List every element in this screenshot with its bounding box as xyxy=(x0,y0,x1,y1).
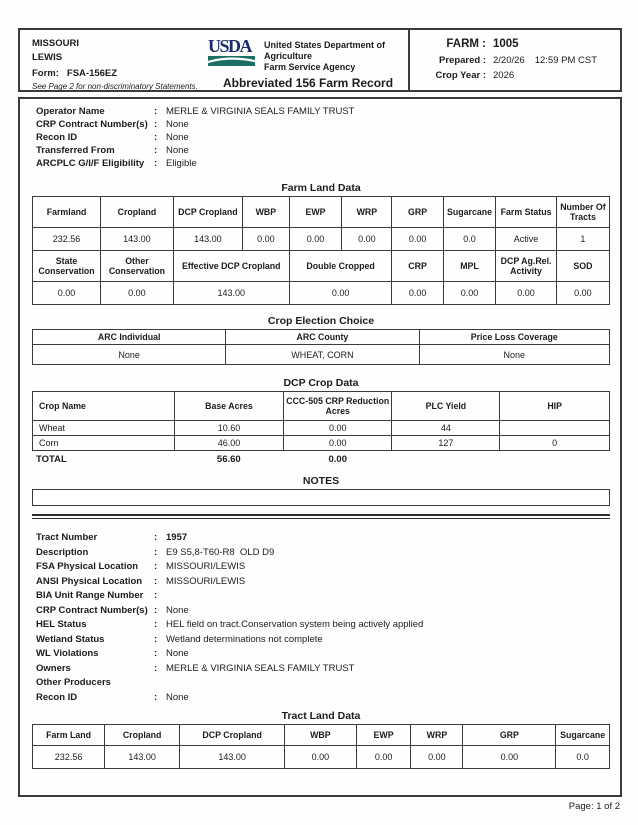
field-label: Recon ID xyxy=(36,691,78,703)
farm-label: FARM : xyxy=(446,38,486,50)
dcp-crop-table xyxy=(32,391,610,451)
cell-value: 0.00 xyxy=(101,282,174,305)
ansi-location-row xyxy=(32,575,610,588)
field-label: Other Producers xyxy=(36,677,111,688)
field-value: None xyxy=(166,132,189,143)
operator-section xyxy=(32,105,610,170)
col-header: Number Of Tracts xyxy=(556,197,609,228)
agency-line-1: United States Department of Agriculture xyxy=(264,40,386,61)
recon-id-row xyxy=(32,131,610,144)
col-header: EWP xyxy=(289,197,342,228)
cell-value: 0.0 xyxy=(556,745,610,768)
wetland-status-row xyxy=(32,633,610,646)
document-header xyxy=(18,28,622,92)
cell-value: 0.00 xyxy=(411,745,463,768)
col-header: PLC Yield xyxy=(392,392,500,421)
col-header: Price Loss Coverage xyxy=(419,330,609,345)
farm-land-values-row-1 xyxy=(33,228,610,251)
crp-contract-row xyxy=(32,118,610,131)
tract-number-row xyxy=(32,531,610,544)
col-header: WRP xyxy=(342,197,392,228)
crop-name: Wheat xyxy=(33,421,175,436)
col-header: GRP xyxy=(392,197,443,228)
prepared-time: 12:59 PM CST xyxy=(534,55,598,66)
empty-cell xyxy=(500,451,610,467)
col-header: WBP xyxy=(243,197,290,228)
header-farm-info xyxy=(408,30,620,90)
colon: : xyxy=(154,648,158,659)
cell-value: None xyxy=(33,345,226,365)
cell-value: 0.00 xyxy=(392,282,443,305)
field-value: MISSOURI/LEWIS xyxy=(166,561,246,572)
dcp-crop-header-row xyxy=(33,392,610,421)
county-label: LEWIS xyxy=(32,52,63,63)
colon: : xyxy=(154,561,158,572)
crop-election-title: Crop Election Choice xyxy=(267,315,375,327)
farm-land-table xyxy=(32,196,610,305)
col-header: MPL xyxy=(443,251,496,282)
col-header: SOD xyxy=(556,251,609,282)
field-value: MERLE & VIRGINIA SEALS FAMILY TRUST xyxy=(166,106,355,117)
cell-value: 0.00 xyxy=(443,282,496,305)
colon xyxy=(154,676,166,689)
hel-status-row xyxy=(32,618,610,631)
field-label: CRP Contract Number(s) xyxy=(36,119,148,130)
cell-value: 143.00 xyxy=(173,228,242,251)
farm-land-values-row-2 xyxy=(33,282,610,305)
cell-value: 0.00 xyxy=(289,228,342,251)
total-ccc505: 0.00 xyxy=(328,453,347,465)
prepared-date: 2/20/26 xyxy=(493,55,525,66)
total-base-acres: 56.60 xyxy=(216,453,241,465)
field-label: ANSI Physical Location xyxy=(36,575,143,587)
cell-value: WHEAT, CORN xyxy=(226,345,419,365)
form-label: Form: xyxy=(32,68,59,79)
field-value: Wetland determinations not complete xyxy=(166,633,323,645)
description-row xyxy=(32,546,610,559)
cell-value xyxy=(500,421,610,436)
dcp-crop-data-title: DCP Crop Data xyxy=(283,377,359,389)
cell-value: 0.00 xyxy=(463,745,556,768)
cell-value: 143.00 xyxy=(180,745,285,768)
col-header: CRP xyxy=(392,251,443,282)
col-header: EWP xyxy=(356,724,411,745)
col-header: Crop Name xyxy=(33,392,175,421)
colon: : xyxy=(154,691,158,703)
agency-name xyxy=(264,37,408,73)
colon: : xyxy=(154,575,158,587)
other-producers-row xyxy=(32,676,610,689)
col-header: Base Acres xyxy=(174,392,283,421)
tract-recon-id-row xyxy=(32,691,610,704)
field-value: E9 S5,8-T60-R8 OLD D9 xyxy=(166,546,275,558)
wl-violations-row xyxy=(32,647,610,660)
colon: : xyxy=(154,619,158,630)
cell-value: 1 xyxy=(556,228,609,251)
crop-year-label: Crop Year : xyxy=(435,70,486,81)
crop-name: Corn xyxy=(33,436,175,451)
col-header: DCP Cropland xyxy=(180,724,285,745)
field-label: Description xyxy=(36,546,89,558)
operator-name-row xyxy=(32,105,610,118)
dcp-crop-total-row xyxy=(32,451,610,467)
col-header: Farm Status xyxy=(496,197,557,228)
field-value: None xyxy=(166,145,189,156)
field-value: HEL field on tract.Conservation system being actively applied xyxy=(166,619,424,630)
cell-value: 232.56 xyxy=(33,745,105,768)
field-value: None xyxy=(166,119,189,130)
tract-number-value: 1957 xyxy=(166,532,188,543)
prepared-label: Prepared : xyxy=(439,55,486,66)
cell-value: 0.00 xyxy=(243,228,290,251)
transferred-from-row xyxy=(32,144,610,157)
field-value: None xyxy=(166,648,189,659)
dcp-crop-row-corn xyxy=(33,436,610,451)
colon: : xyxy=(154,132,158,143)
col-header: GRP xyxy=(463,724,556,745)
col-header: ARC County xyxy=(226,330,419,345)
owners-row xyxy=(32,662,610,675)
col-header: Cropland xyxy=(101,197,174,228)
cell-value: 0.00 xyxy=(356,745,411,768)
cell-value: 44 xyxy=(392,421,500,436)
notes-title: NOTES xyxy=(302,475,340,487)
cell-value: 0.00 xyxy=(283,436,391,451)
colon: : xyxy=(154,106,158,117)
cell-value: 232.56 xyxy=(33,228,101,251)
crop-election-header-row xyxy=(33,330,610,345)
field-value: None xyxy=(166,691,189,703)
col-header: HIP xyxy=(500,392,610,421)
farm-land-header-row-1 xyxy=(33,197,610,228)
cell-value: 143.00 xyxy=(101,228,174,251)
crop-election-values-row xyxy=(33,345,610,365)
field-label: Operator Name xyxy=(36,106,105,117)
colon: : xyxy=(154,662,158,674)
tract-crp-contract-row xyxy=(32,604,610,617)
cell-value: None xyxy=(419,345,609,365)
col-header: WBP xyxy=(285,724,357,745)
tract-land-table xyxy=(32,724,610,769)
usda-logo-icon xyxy=(208,37,258,74)
col-header: Sugarcane xyxy=(556,724,610,745)
svg-text:USDA: USDA xyxy=(208,37,252,56)
colon: : xyxy=(154,546,158,558)
cell-value: 0.00 xyxy=(33,282,101,305)
field-value: None xyxy=(166,604,189,616)
farm-land-header-row-2 xyxy=(33,251,610,282)
cell-value: 0.00 xyxy=(496,282,557,305)
field-label: Transferred From xyxy=(36,145,115,156)
field-label: WL Violations xyxy=(36,648,99,659)
field-label: FSA Physical Location xyxy=(36,561,139,572)
form-number xyxy=(32,68,204,79)
empty-cell xyxy=(392,451,500,467)
colon: : xyxy=(154,145,158,156)
col-header: Double Cropped xyxy=(289,251,392,282)
cell-value: 46.00 xyxy=(174,436,283,451)
field-label: Recon ID xyxy=(36,132,78,143)
cell-value: 0.00 xyxy=(285,745,357,768)
cell-value: 0.00 xyxy=(392,228,443,251)
page-number: Page: 1 of 2 xyxy=(568,801,620,812)
cell-value: 10.60 xyxy=(174,421,283,436)
bia-unit-range-row xyxy=(32,589,610,602)
col-header: Other Conservation xyxy=(101,251,174,282)
field-label: CRP Contract Number(s) xyxy=(36,604,148,616)
col-header: WRP xyxy=(411,724,463,745)
non-discrimination-note: See Page 2 for non-discriminatory Statements. xyxy=(32,82,198,91)
tract-land-header-row xyxy=(33,724,610,745)
header-agency-block xyxy=(208,30,408,90)
field-value: Eligible xyxy=(166,158,197,169)
arcplc-eligibility-row xyxy=(32,157,610,170)
colon: : xyxy=(154,604,158,616)
colon: : xyxy=(154,633,158,645)
fsa-location-row xyxy=(32,560,610,573)
col-header: DCP Cropland xyxy=(173,197,242,228)
main-content xyxy=(18,97,622,797)
farm-land-data-title: Farm Land Data xyxy=(281,182,361,194)
field-label: BIA Unit Range Number xyxy=(36,590,144,601)
field-label: Tract Number xyxy=(36,532,98,543)
notes-field xyxy=(32,489,610,506)
col-header: Sugarcane xyxy=(443,197,496,228)
col-header: Farmland xyxy=(33,197,101,228)
cell-value: 0 xyxy=(500,436,610,451)
field-value: MISSOURI/LEWIS xyxy=(166,575,246,587)
cell-value: 127 xyxy=(392,436,500,451)
total-label: TOTAL xyxy=(36,453,67,465)
cell-value: 0.00 xyxy=(283,421,391,436)
tract-land-values-row xyxy=(33,745,610,768)
col-header: DCP Ag.Rel. Activity xyxy=(496,251,557,282)
col-header: Cropland xyxy=(105,724,180,745)
colon: : xyxy=(154,590,158,601)
col-header: CCC-505 CRP Reduction Acres xyxy=(283,392,391,421)
document-title: Abbreviated 156 Farm Record xyxy=(222,76,394,90)
cell-value: 0.00 xyxy=(342,228,392,251)
agency-line-2: Farm Service Agency xyxy=(264,62,356,72)
colon: : xyxy=(154,532,158,543)
farm-number: 1005 xyxy=(493,38,519,50)
col-header: Farm Land xyxy=(33,724,105,745)
field-value: MERLE & VIRGINIA SEALS FAMILY TRUST xyxy=(166,662,355,674)
header-location-block xyxy=(20,30,208,90)
cell-value: 0.0 xyxy=(443,228,496,251)
col-header: Effective DCP Cropland xyxy=(173,251,289,282)
dcp-crop-row-wheat xyxy=(33,421,610,436)
cell-value: 0.00 xyxy=(289,282,392,305)
tract-land-data-title: Tract Land Data xyxy=(281,709,361,722)
colon: : xyxy=(154,158,158,169)
section-divider xyxy=(32,514,610,519)
cell-value: Active xyxy=(496,228,557,251)
field-label: ARCPLC G/I/F Eligibility xyxy=(36,158,145,169)
cell-value: 0.00 xyxy=(556,282,609,305)
state-label: MISSOURI xyxy=(32,38,79,49)
cell-value: 143.00 xyxy=(105,745,180,768)
col-header: State Conservation xyxy=(33,251,101,282)
cell-value: 143.00 xyxy=(173,282,289,305)
col-header: ARC Individual xyxy=(33,330,226,345)
crop-year-value: 2026 xyxy=(493,70,515,81)
colon: : xyxy=(154,119,158,130)
field-label: Owners xyxy=(36,662,71,674)
field-label: HEL Status xyxy=(36,619,87,630)
crop-election-table xyxy=(32,329,610,365)
tract-section xyxy=(32,531,610,704)
form-value: FSA-156EZ xyxy=(66,68,118,79)
field-label: Wetland Status xyxy=(36,633,105,645)
